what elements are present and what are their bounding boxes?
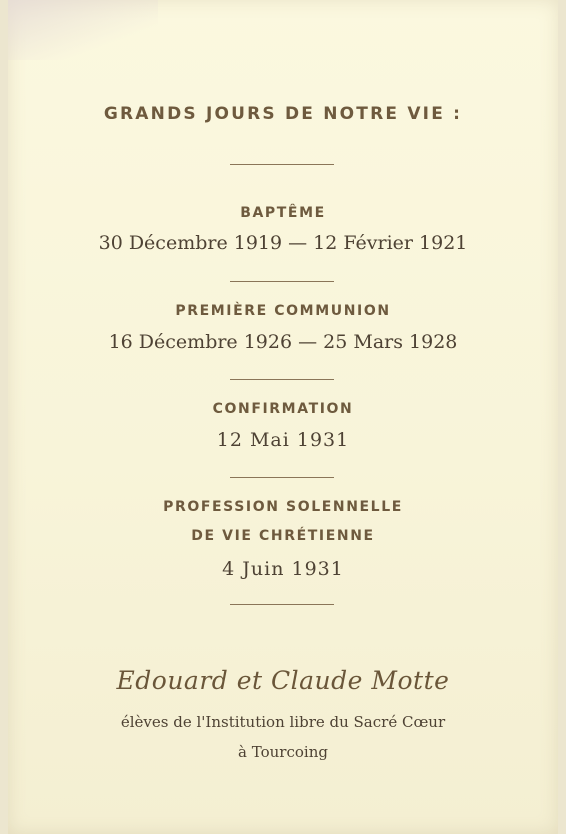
event-title-confirmation: CONFIRMATION (212, 401, 354, 417)
institution-line: élèves de l'Institution libre du Sacré Cœur (120, 713, 446, 731)
event-dates-bapteme: 30 Décembre 1919 — 12 Février 1921 (98, 232, 468, 254)
location-line: à Tourcoing (238, 743, 328, 761)
divider-rule (230, 164, 334, 165)
divider-rule (230, 604, 334, 605)
event-dates-communion: 16 Décembre 1926 — 25 Mars 1928 (108, 331, 458, 353)
divider-rule (230, 477, 334, 478)
signature-names: Edouard et Claude Motte (116, 666, 450, 695)
paper-corner-stain (8, 0, 158, 60)
card-heading: GRANDS JOURS DE NOTRE VIE : (103, 104, 463, 124)
event-title-communion: PREMIÈRE COMMUNION (175, 303, 391, 319)
event-title-bapteme: BAPTÊME (240, 205, 326, 221)
event-dates-profession: 4 Juin 1931 (222, 558, 344, 580)
divider-rule (230, 379, 334, 380)
memorial-card (8, 0, 558, 834)
event-title-profession-line1: PROFESSION SOLENNELLE (163, 499, 403, 515)
event-dates-confirmation: 12 Mai 1931 (216, 429, 350, 451)
divider-rule (230, 281, 334, 282)
event-title-profession-line2: DE VIE CHRÉTIENNE (191, 528, 375, 544)
